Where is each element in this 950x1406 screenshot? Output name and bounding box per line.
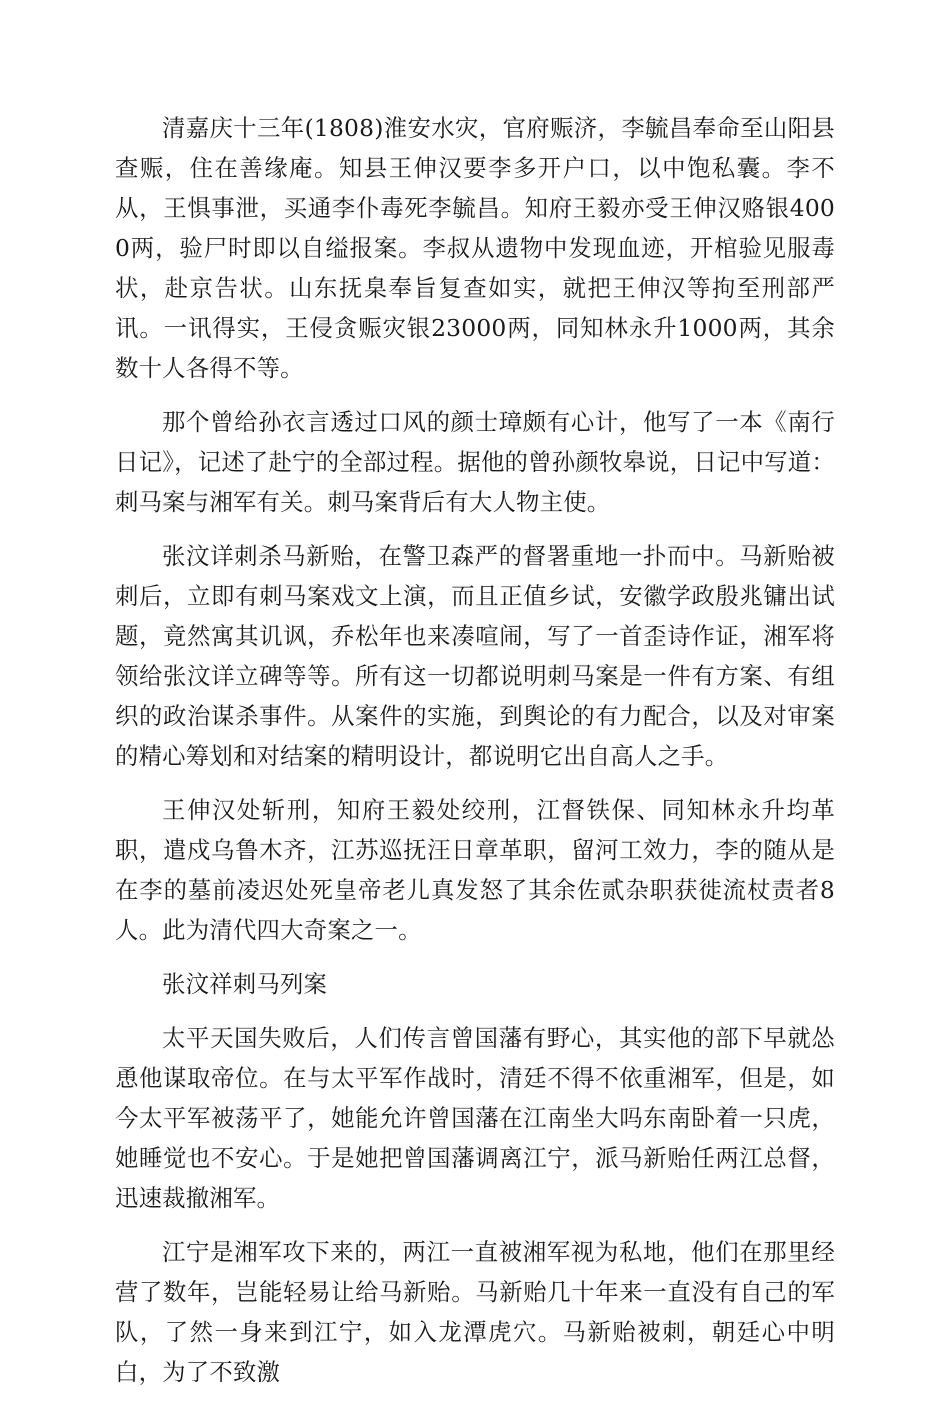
paragraph-south-diary: 那个曾给孙衣言透过口风的颜士璋颇有心计，他写了一本《南行日记》，记述了赴宁的全部过程。据他的曾孙颜牧皋说，日记中写道：刺马案与湘军有关。刺马案背后有大人物主使。 bbox=[115, 408, 835, 516]
paragraph-sentences: 王伸汉处斩刑，知府王毅处绞刑，江督铁保、同知林永升均革职，遣戍乌鲁木齐，江苏巡抚汪日章革职，留河工效力，李的随从是在李的墓前凌迟处死皇帝老儿真发怒了其余佐贰杂职获徙流杖责者8人。此为清代四大奇案之一。 bbox=[115, 796, 835, 944]
paragraph-flood-case: 清嘉庆十三年(1808)淮安水灾，官府赈济，李毓昌奉命至山阳县查赈，住在善缘庵。知县王伸汉要李多开户口，以中饱私囊。李不从，王惧事泄，买通李仆毒死李毓昌。知府王毅亦受王伸汉赂银4000两，验尸时即以自缢报案。李叔从遗物中发现血迹，开棺验见服毒状，赴京告状。山东抚臬奉旨复查如实，就把王伸汉等拘至刑部严讯。一讯得实，王侵贪赈灾银23000两，同知林永升1000两，其余数十人各得不等。 bbox=[115, 114, 835, 382]
paragraph-taiping: 太平天国失败后，人们传言曾国藩有野心，其实他的部下早就怂恿他谋取帝位。在与太平军作战时，清廷不得不依重湘军，但是，如今太平军被荡平了，她能允许曾国藩在江南坐大吗东南卧着一只虎，她睡觉也不安心。于是她把曾国藩调离江宁，派马新贻任两江总督，迅速裁撤湘军。 bbox=[115, 1024, 835, 1212]
document-page bbox=[115, 108, 835, 1406]
section-heading: 张汶祥刺马列案 bbox=[162, 970, 328, 998]
paragraph-assassination: 张汶详刺杀马新贻，在警卫森严的督署重地一扑而中。马新贻被刺后，立即有刺马案戏文上演，而且正值乡试，安徽学政殷兆镛出试题，竟然寓其讥讽，乔松年也来凑喧闹，写了一首歪诗作证，湘军将领给张汶详立碑等等。所有这一切都说明刺马案是一件有方案、有组织的政治谋杀事件。从案件的实施，到舆论的有力配合，以及对审案的精心筹划和对结案的精明设计，都说明它出自高人之手。 bbox=[115, 542, 835, 770]
paragraph-jiangning: 江宁是湘军攻下来的，两江一直被湘军视为私地，他们在那里经营了数年，岂能轻易让给马新贻。马新贻几十年来一直没有自己的军队，了然一身来到江宁，如入龙潭虎穴。马新贻被刺，朝廷心中明白，为了不致激 bbox=[115, 1238, 835, 1386]
